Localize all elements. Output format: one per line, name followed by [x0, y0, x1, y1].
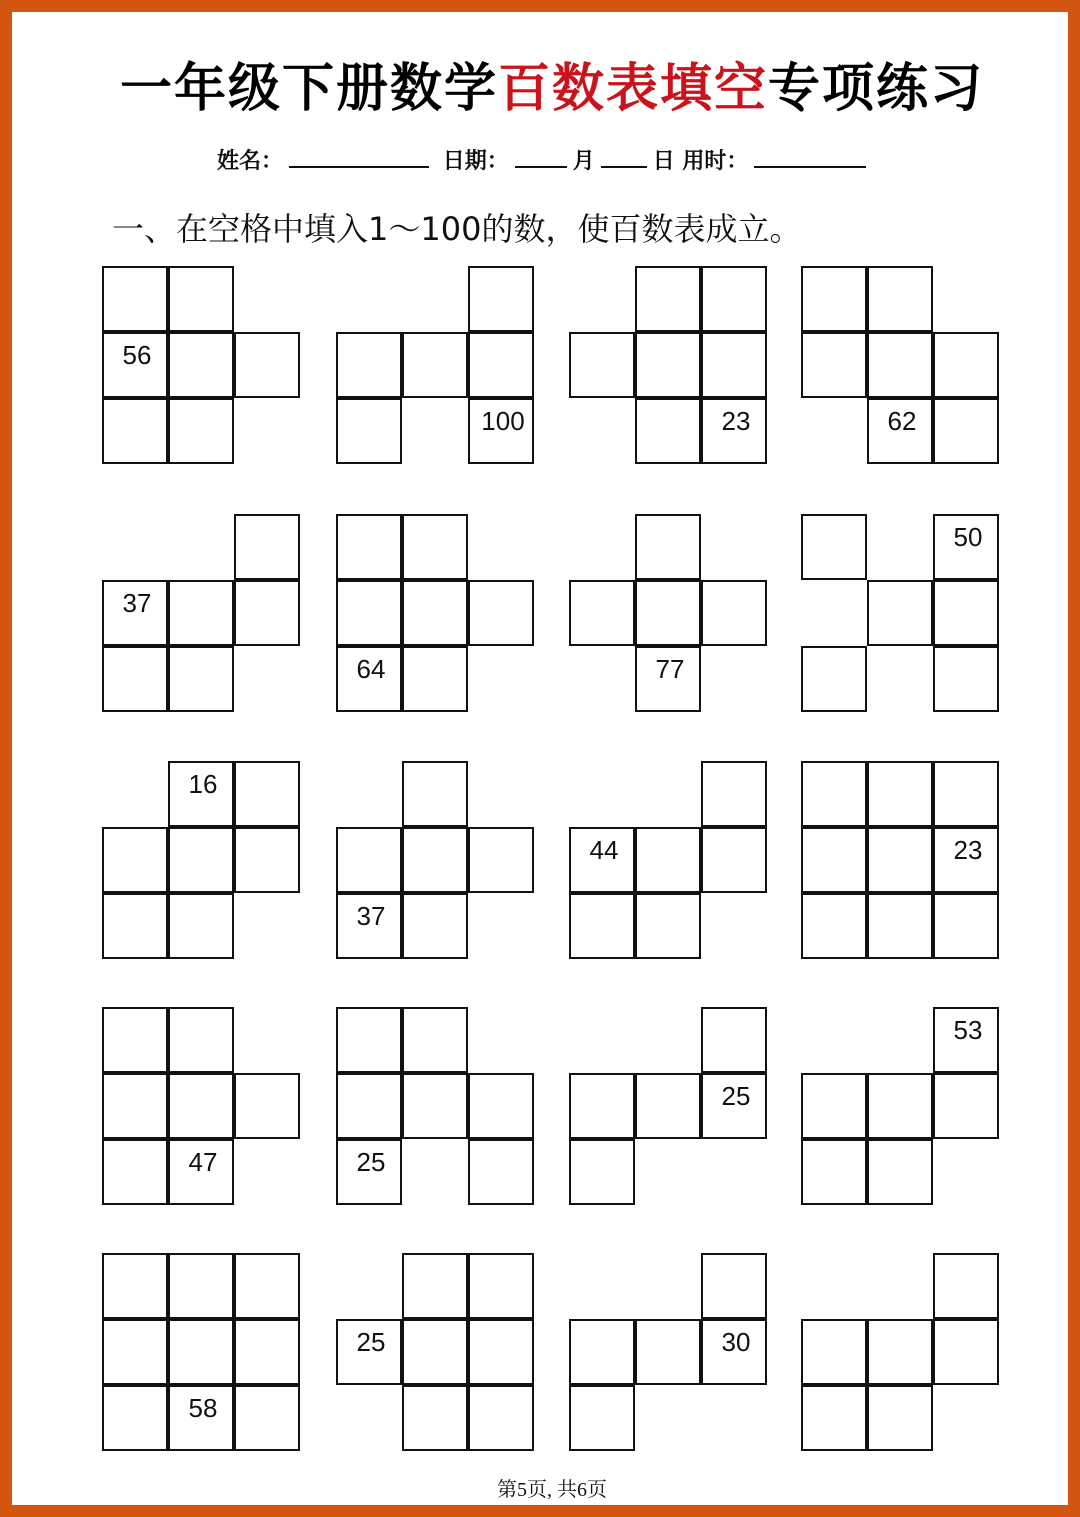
- given-number: 44: [589, 835, 619, 865]
- blank-cell[interactable]: [402, 1007, 468, 1073]
- blank-cell[interactable]: [336, 332, 402, 398]
- blank-cell[interactable]: [867, 580, 933, 646]
- blank-cell[interactable]: [635, 827, 701, 893]
- given-number: 47: [188, 1147, 218, 1177]
- blank-cell[interactable]: [102, 1385, 168, 1451]
- blank-cell[interactable]: [569, 1385, 635, 1451]
- blank-cell[interactable]: [168, 1319, 234, 1385]
- blank-cell[interactable]: [402, 514, 468, 580]
- blank-cell[interactable]: [801, 266, 867, 332]
- blank-cell[interactable]: [801, 893, 867, 959]
- given-number: 100: [481, 406, 525, 436]
- blank-cell[interactable]: [569, 1139, 635, 1205]
- blank-cell[interactable]: [867, 332, 933, 398]
- blank-cell[interactable]: [234, 580, 300, 646]
- given-number: 37: [122, 588, 152, 618]
- blank-cell[interactable]: [336, 827, 402, 893]
- blank-cell[interactable]: [701, 266, 767, 332]
- blank-cell[interactable]: [102, 266, 168, 332]
- given-number: 30: [721, 1327, 751, 1357]
- blank-cell[interactable]: [933, 1253, 999, 1319]
- blank-cell[interactable]: [701, 580, 767, 646]
- blank-cell[interactable]: [402, 1385, 468, 1451]
- given-number-cell: [635, 646, 701, 712]
- blank-cell[interactable]: [102, 1073, 168, 1139]
- blank-cell[interactable]: [933, 1319, 999, 1385]
- given-number-cell: [168, 1385, 234, 1451]
- blank-cell[interactable]: [468, 332, 534, 398]
- worksheet-title: [12, 46, 1080, 121]
- student-info-row: [217, 144, 872, 175]
- given-number: 64: [356, 654, 386, 684]
- blank-cell[interactable]: [801, 332, 867, 398]
- blank-cell[interactable]: [801, 761, 867, 827]
- blank-cell[interactable]: [635, 893, 701, 959]
- blank-cell[interactable]: [701, 332, 767, 398]
- page-footer: 第5页, 共6页: [497, 1479, 607, 1501]
- blank-cell[interactable]: [701, 1253, 767, 1319]
- blank-cell[interactable]: [402, 580, 468, 646]
- blank-cell[interactable]: [569, 1073, 635, 1139]
- given-number: 25: [721, 1081, 751, 1111]
- blank-cell[interactable]: [234, 827, 300, 893]
- blank-cell[interactable]: [468, 1073, 534, 1139]
- given-number-cell: [701, 398, 767, 464]
- blank-cell[interactable]: [402, 1073, 468, 1139]
- given-number-cell: [168, 1139, 234, 1205]
- blank-cell[interactable]: [102, 893, 168, 959]
- blank-cell[interactable]: [701, 1007, 767, 1073]
- blank-cell[interactable]: [234, 761, 300, 827]
- blank-cell[interactable]: [933, 1073, 999, 1139]
- blank-cell[interactable]: [867, 827, 933, 893]
- time-field[interactable]: [754, 146, 866, 168]
- blank-cell[interactable]: [933, 761, 999, 827]
- blank-cell[interactable]: [234, 332, 300, 398]
- blank-cell[interactable]: [168, 893, 234, 959]
- blank-cell[interactable]: [701, 827, 767, 893]
- given-number: 50: [953, 522, 983, 552]
- blank-cell[interactable]: [336, 1007, 402, 1073]
- blank-cell[interactable]: [933, 893, 999, 959]
- title-part-2: 百数表填空: [497, 59, 768, 119]
- blank-cell[interactable]: [867, 1073, 933, 1139]
- blank-cell[interactable]: [168, 827, 234, 893]
- blank-cell[interactable]: [569, 1319, 635, 1385]
- instruction-text: 一、在空格中填入1～100的数，使百数表成立。: [112, 210, 802, 248]
- given-number: 77: [655, 654, 685, 684]
- title-part-1: 一年级下册数学: [119, 59, 498, 119]
- blank-cell[interactable]: [402, 646, 468, 712]
- blank-cell[interactable]: [635, 1319, 701, 1385]
- given-number-cell: [336, 646, 402, 712]
- blank-cell[interactable]: [336, 1073, 402, 1139]
- blank-cell[interactable]: [635, 580, 701, 646]
- blank-cell[interactable]: [933, 332, 999, 398]
- blank-cell[interactable]: [867, 1319, 933, 1385]
- blank-cell[interactable]: [801, 646, 867, 712]
- blank-cell[interactable]: [168, 646, 234, 712]
- blank-cell[interactable]: [336, 580, 402, 646]
- blank-cell[interactable]: [102, 398, 168, 464]
- blank-cell[interactable]: [801, 1385, 867, 1451]
- blank-cell[interactable]: [102, 1253, 168, 1319]
- given-number-cell: [933, 514, 999, 580]
- blank-cell[interactable]: [468, 1385, 534, 1451]
- given-number: 16: [188, 769, 218, 799]
- given-number: 25: [356, 1327, 386, 1357]
- blank-cell[interactable]: [569, 332, 635, 398]
- blank-cell[interactable]: [867, 761, 933, 827]
- blank-cell[interactable]: [867, 266, 933, 332]
- name-label: 姓名：: [217, 149, 284, 174]
- given-number: 62: [887, 406, 917, 436]
- given-number: 58: [188, 1393, 218, 1423]
- blank-cell[interactable]: [102, 1319, 168, 1385]
- blank-cell[interactable]: [234, 514, 300, 580]
- given-number-cell: [336, 1139, 402, 1205]
- blank-cell[interactable]: [801, 1139, 867, 1205]
- blank-cell[interactable]: [168, 1073, 234, 1139]
- blank-cell[interactable]: [635, 514, 701, 580]
- blank-cell[interactable]: [635, 266, 701, 332]
- blank-cell[interactable]: [933, 398, 999, 464]
- blank-cell[interactable]: [402, 893, 468, 959]
- given-number-cell: [569, 827, 635, 893]
- blank-cell[interactable]: [801, 827, 867, 893]
- blank-cell[interactable]: [801, 514, 867, 580]
- blank-cell[interactable]: [867, 893, 933, 959]
- given-number: 53: [953, 1015, 983, 1045]
- given-number-cell: [102, 580, 168, 646]
- given-number: 23: [721, 406, 751, 436]
- blank-cell[interactable]: [468, 1319, 534, 1385]
- given-number-cell: [701, 1319, 767, 1385]
- blank-cell[interactable]: [801, 1073, 867, 1139]
- blank-cell[interactable]: [234, 1073, 300, 1139]
- given-number: 25: [356, 1147, 386, 1177]
- date-label: 日期：: [442, 149, 509, 174]
- given-number-cell: [468, 398, 534, 464]
- title-part-3: 专项练习: [768, 59, 985, 119]
- time-label: 用时：: [682, 149, 749, 174]
- blank-cell[interactable]: [336, 514, 402, 580]
- name-field[interactable]: [289, 146, 429, 168]
- given-number-cell: [336, 1319, 402, 1385]
- blank-cell[interactable]: [569, 893, 635, 959]
- blank-cell[interactable]: [168, 398, 234, 464]
- given-number: 56: [122, 340, 152, 370]
- blank-cell[interactable]: [933, 646, 999, 712]
- blank-cell[interactable]: [234, 1253, 300, 1319]
- blank-cell[interactable]: [933, 580, 999, 646]
- given-number-cell: [933, 827, 999, 893]
- given-number-cell: [933, 1007, 999, 1073]
- blank-cell[interactable]: [569, 580, 635, 646]
- blank-cell[interactable]: [402, 1253, 468, 1319]
- blank-cell[interactable]: [234, 1385, 300, 1451]
- blank-cell[interactable]: [468, 266, 534, 332]
- blank-cell[interactable]: [102, 1007, 168, 1073]
- month-label: 月: [572, 149, 595, 174]
- blank-cell[interactable]: [468, 1139, 534, 1205]
- month-field[interactable]: [515, 146, 567, 168]
- blank-cell[interactable]: [168, 1253, 234, 1319]
- blank-cell[interactable]: [701, 761, 767, 827]
- day-label: 日: [652, 149, 675, 174]
- blank-cell[interactable]: [402, 1319, 468, 1385]
- given-number: 37: [356, 901, 386, 931]
- day-field[interactable]: [601, 146, 647, 168]
- given-number-cell: [701, 1073, 767, 1139]
- blank-cell[interactable]: [102, 827, 168, 893]
- given-number-cell: [867, 398, 933, 464]
- blank-cell[interactable]: [635, 1073, 701, 1139]
- blank-cell[interactable]: [402, 827, 468, 893]
- blank-cell[interactable]: [402, 761, 468, 827]
- blank-cell[interactable]: [867, 1139, 933, 1205]
- blank-cell[interactable]: [168, 1007, 234, 1073]
- blank-cell[interactable]: [168, 266, 234, 332]
- given-number-cell: [336, 893, 402, 959]
- blank-cell[interactable]: [102, 1139, 168, 1205]
- blank-cell[interactable]: [468, 580, 534, 646]
- blank-cell[interactable]: [635, 332, 701, 398]
- blank-cell[interactable]: [336, 398, 402, 464]
- blank-cell[interactable]: [635, 398, 701, 464]
- blank-cell[interactable]: [102, 646, 168, 712]
- given-number-cell: [168, 761, 234, 827]
- given-number: 23: [953, 835, 983, 865]
- blank-cell[interactable]: [168, 332, 234, 398]
- given-number-cell: [102, 332, 168, 398]
- blank-cell[interactable]: [468, 1253, 534, 1319]
- blank-cell[interactable]: [468, 827, 534, 893]
- blank-cell[interactable]: [402, 332, 468, 398]
- blank-cell[interactable]: [867, 1385, 933, 1451]
- blank-cell[interactable]: [234, 1319, 300, 1385]
- blank-cell[interactable]: [168, 580, 234, 646]
- blank-cell[interactable]: [801, 1319, 867, 1385]
